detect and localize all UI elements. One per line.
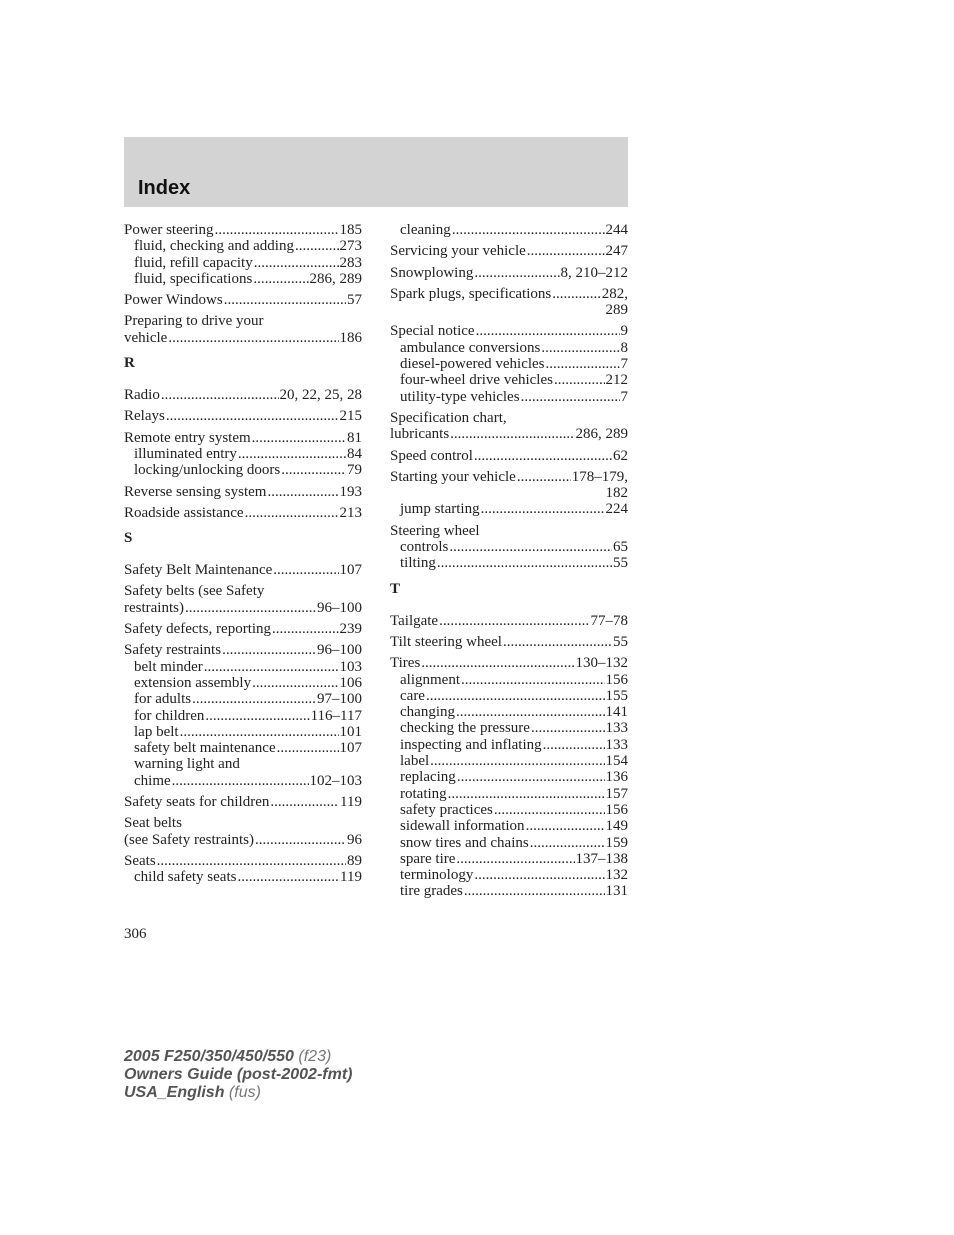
index-page-ref: 159 (605, 834, 628, 851)
index-page-ref: 9 (620, 323, 628, 340)
leader-dots (456, 851, 574, 867)
index-subentry (124, 869, 362, 885)
index-term: Servicing your vehicle (390, 243, 526, 260)
index-page-ref: 20, 22, 25, 28 (279, 387, 362, 404)
footer-model-code: (f23) (298, 1048, 332, 1065)
leader-dots (503, 634, 612, 650)
index-line (124, 292, 362, 308)
index-line (124, 621, 362, 637)
index-subentry (390, 802, 628, 818)
index-term: spare tire (400, 850, 456, 867)
index-column-right (390, 222, 628, 905)
index-subentry (390, 539, 628, 555)
index-subentry (390, 389, 628, 405)
index-page-ref: 57 (347, 292, 362, 309)
index-line (124, 387, 362, 403)
index-term: Radio (124, 387, 160, 404)
index-term: extension assembly (134, 674, 252, 691)
index-term: controls (400, 539, 449, 556)
index-page-ref: 89 (347, 852, 362, 869)
index-term: Steering wheel (390, 522, 480, 539)
leader-dots (457, 769, 605, 785)
index-subentry (390, 867, 628, 883)
index-entry (124, 815, 362, 848)
index-term: lubricants (390, 426, 450, 443)
index-page-ref: 212 (605, 372, 628, 389)
index-page-ref: 154 (605, 753, 628, 770)
leader-dots (273, 562, 338, 578)
index-line (390, 426, 628, 442)
index-entry (390, 286, 628, 319)
index-page-ref: 239 (339, 621, 362, 638)
leader-dots (476, 323, 620, 339)
index-entry (124, 583, 362, 616)
index-term: illuminated entry (134, 445, 237, 462)
index-column-left (124, 222, 362, 891)
index-page-ref: 116–117 (310, 707, 362, 724)
index-page-ref: 55 (613, 633, 628, 650)
index-subentry (124, 446, 362, 462)
leader-dots (238, 446, 346, 462)
index-term: tilting (400, 555, 436, 572)
index-subentry (124, 659, 362, 675)
index-page-ref: 133 (605, 720, 628, 737)
index-subentry (124, 271, 362, 287)
index-page-ref: 136 (605, 769, 628, 786)
index-subentry (124, 740, 362, 756)
section-letter: R (124, 355, 135, 372)
index-term: replacing (400, 769, 456, 786)
index-line (390, 243, 628, 259)
index-subentry (390, 753, 628, 769)
index-entry (124, 313, 362, 346)
leader-dots (430, 753, 604, 769)
index-term: tire grades (400, 883, 463, 900)
index-subentry (124, 756, 362, 772)
index-page-ref: 156 (605, 671, 628, 688)
leader-dots (448, 786, 605, 802)
index-entry (124, 222, 362, 287)
index-subentry (390, 737, 628, 753)
index-term: terminology (400, 867, 474, 884)
index-term: care (400, 687, 425, 704)
index-entry (390, 222, 628, 238)
leader-dots (168, 330, 338, 346)
index-term: Power Windows (124, 292, 223, 309)
index-page-ref: 130–132 (575, 655, 628, 672)
index-term: fluid, checking and adding (134, 238, 294, 255)
index-line (390, 523, 628, 539)
leader-dots (255, 832, 346, 848)
index-page-ref: 156 (605, 801, 628, 818)
index-subentry (390, 501, 628, 517)
leader-dots (185, 600, 316, 616)
index-term: Spark plugs, specifications (390, 285, 552, 302)
index-page-ref-continued: 182 (605, 485, 628, 502)
leader-dots (166, 408, 339, 424)
index-term: for children (134, 707, 205, 724)
index-page-ref: 132 (605, 867, 628, 884)
index-page-ref: 213 (339, 504, 362, 521)
index-page-ref: 102–103 (309, 772, 362, 789)
index-page-ref: 96 (347, 831, 362, 848)
index-line (390, 265, 628, 281)
index-page-ref: 273 (339, 238, 362, 255)
index-subentry (390, 340, 628, 356)
index-page-ref: 79 (347, 462, 362, 479)
index-page-ref: 149 (605, 818, 628, 835)
index-page-ref: 282, (601, 285, 628, 302)
index-term: Reverse sensing system (124, 483, 267, 500)
index-page-ref: 286, 289 (575, 426, 628, 443)
leader-dots (277, 740, 339, 756)
index-line (124, 484, 362, 500)
index-term: Roadside assistance (124, 504, 244, 521)
leader-dots (543, 737, 605, 753)
index-term: ambulance conversions (400, 339, 541, 356)
index-subentry (124, 238, 362, 254)
index-term: alignment (400, 671, 460, 688)
index-page-ref: 131 (605, 883, 628, 900)
index-term: rotating (400, 785, 447, 802)
index-term: restraints) (124, 599, 184, 616)
index-term: Starting your vehicle (390, 468, 516, 485)
index-entry (390, 469, 628, 518)
header-band (124, 137, 628, 207)
index-term: four-wheel drive vehicles (400, 372, 553, 389)
index-page-ref: 8 (620, 339, 628, 356)
index-page-ref: 215 (339, 408, 362, 425)
leader-dots (521, 389, 620, 405)
index-term: utility-type vehicles (400, 388, 520, 405)
leader-dots (552, 286, 601, 302)
index-line (390, 323, 628, 339)
index-page-ref: 107 (339, 740, 362, 757)
leader-dots (270, 794, 339, 810)
index-page-ref: 157 (605, 785, 628, 802)
footer-guide: Owners Guide (post-2002-fmt) (124, 1066, 353, 1083)
index-page-ref: 119 (340, 869, 362, 886)
index-line (124, 583, 362, 599)
index-term: Remote entry system (124, 429, 251, 446)
index-entry (390, 523, 628, 572)
leader-dots (474, 867, 604, 883)
index-page-ref: 155 (605, 687, 628, 704)
index-term: Specification chart, (390, 409, 507, 426)
index-term: Safety seats for children (124, 794, 270, 811)
leader-dots (157, 853, 346, 869)
index-page-ref: 107 (339, 562, 362, 579)
index-term: locking/unlocking doors (134, 462, 281, 479)
index-line (124, 642, 362, 658)
leader-dots (281, 462, 346, 478)
leader-dots (531, 720, 605, 736)
index-page-ref: 186 (339, 329, 362, 346)
index-entry (124, 794, 362, 810)
leader-dots (205, 708, 309, 724)
index-page-ref-continued: 289 (605, 302, 628, 319)
leader-dots (456, 704, 605, 720)
index-page-ref: 81 (347, 429, 362, 446)
index-entry (390, 448, 628, 464)
index-term: Safety belts (see Safety (124, 583, 265, 600)
index-page-ref: 55 (613, 555, 628, 572)
leader-dots (180, 724, 339, 740)
index-line (390, 286, 628, 302)
index-entry (390, 410, 628, 443)
index-entry (124, 505, 362, 521)
leader-dots (461, 672, 605, 688)
index-page-ref: 283 (339, 254, 362, 271)
index-line (390, 410, 628, 426)
index-term: Safety Belt Maintenance (124, 562, 273, 579)
index-subentry (390, 356, 628, 372)
leader-dots (254, 255, 339, 271)
index-line (124, 815, 362, 831)
index-page-ref: 7 (620, 356, 628, 373)
index-term: Relays (124, 408, 165, 425)
index-entry (390, 243, 628, 259)
index-line (390, 613, 628, 629)
index-page-ref: 62 (613, 447, 628, 464)
index-page-ref: 178–179, (571, 468, 628, 485)
footer-language-code: (fus) (228, 1084, 261, 1101)
index-subentry (124, 255, 362, 271)
index-page-ref: 84 (347, 445, 362, 462)
index-term: checking the pressure (400, 720, 530, 737)
index-term: Seat belts (124, 815, 182, 832)
index-term: label (400, 753, 430, 770)
index-page-ref: 185 (339, 222, 362, 238)
index-entry (390, 323, 628, 404)
leader-dots (272, 621, 338, 637)
index-term: belt minder (134, 658, 203, 675)
leader-dots (481, 501, 605, 517)
index-entry (124, 642, 362, 789)
index-line (124, 562, 362, 578)
index-term: Safety restraints (124, 642, 222, 659)
index-term: Power steering (124, 222, 214, 238)
index-entry (390, 655, 628, 899)
index-line (124, 505, 362, 521)
leader-dots (474, 448, 612, 464)
index-line (390, 448, 628, 464)
leader-dots (222, 642, 316, 658)
index-entry (390, 634, 628, 650)
index-term: safety belt maintenance (134, 740, 276, 757)
leader-dots (439, 613, 589, 629)
leader-dots (530, 835, 605, 851)
index-page-ref: 141 (605, 704, 628, 721)
leader-dots (245, 505, 339, 521)
leader-dots (215, 222, 339, 238)
leader-dots (237, 869, 339, 885)
index-term: chime (134, 772, 171, 789)
index-term: Tailgate (390, 612, 439, 629)
footer-document-id (124, 1048, 352, 1102)
leader-dots (204, 659, 339, 675)
index-subentry (390, 720, 628, 736)
index-entry (124, 621, 362, 637)
leader-dots (517, 469, 571, 485)
index-line (390, 655, 628, 671)
index-term: vehicle (124, 329, 168, 346)
leader-dots (474, 265, 559, 281)
index-entry (124, 387, 362, 403)
leader-dots (253, 271, 308, 287)
index-entry (124, 853, 362, 886)
index-subentry (390, 672, 628, 688)
index-entry (124, 562, 362, 578)
index-entry (124, 408, 362, 424)
index-subentry (390, 883, 628, 899)
index-subentry (124, 675, 362, 691)
index-line (124, 408, 362, 424)
index-subentry (124, 773, 362, 789)
index-page-ref: 286, 289 (309, 270, 362, 287)
index-term: Tilt steering wheel (390, 633, 502, 650)
index-page-ref: 97–100 (317, 691, 362, 708)
leader-dots (450, 426, 574, 442)
index-line (124, 600, 362, 616)
index-line (390, 634, 628, 650)
leader-dots (224, 292, 346, 308)
leader-dots (267, 484, 338, 500)
index-entry (124, 484, 362, 500)
index-page-ref: 119 (340, 794, 362, 811)
index-term: (see Safety restraints) (124, 831, 254, 848)
section-letter: S (124, 530, 133, 547)
index-page-ref: 137–138 (575, 850, 628, 867)
index-term: Preparing to drive your (124, 313, 264, 330)
index-page-ref: 65 (613, 539, 628, 556)
index-subentry (124, 708, 362, 724)
leader-dots (494, 802, 605, 818)
index-subentry (390, 851, 628, 867)
index-page-ref: 7 (620, 388, 628, 405)
index-page-ref: 103 (339, 658, 362, 675)
index-subentry (390, 818, 628, 834)
index-page-ref: 77–78 (590, 612, 628, 629)
leader-dots (426, 688, 605, 704)
index-subentry (390, 704, 628, 720)
index-line (124, 430, 362, 446)
index-term: Snowplowing (390, 264, 474, 281)
index-term: safety practices (400, 801, 493, 818)
index-page-ref: 96–100 (317, 599, 362, 616)
leader-dots (421, 655, 574, 671)
index-line (124, 832, 362, 848)
leader-dots (546, 356, 620, 372)
index-term: fluid, refill capacity (134, 254, 253, 271)
leader-dots (172, 773, 309, 789)
index-term: sidewall information (400, 818, 525, 835)
index-term: lap belt (134, 723, 179, 740)
index-term: Safety defects, reporting (124, 621, 272, 638)
index-subentry (390, 835, 628, 851)
leader-dots (464, 883, 605, 899)
index-term: warning light and (134, 756, 240, 773)
index-page-ref: 101 (339, 723, 362, 740)
leader-dots (252, 430, 346, 446)
section-letter: T (390, 580, 401, 597)
footer-language: USA_English (124, 1084, 225, 1101)
index-term: for adults (134, 691, 192, 708)
index-entry (124, 430, 362, 479)
index-term: inspecting and inflating (400, 736, 542, 753)
index-subentry (124, 691, 362, 707)
index-term: Tires (390, 655, 421, 672)
index-line (124, 222, 362, 238)
leader-dots (527, 243, 605, 259)
index-subentry (390, 372, 628, 388)
leader-dots (541, 340, 619, 356)
leader-dots (192, 691, 316, 707)
leader-dots (437, 555, 612, 571)
footer-model: 2005 F250/350/450/550 (124, 1048, 294, 1065)
index-subentry (390, 222, 628, 238)
index-page-ref: 224 (605, 501, 628, 518)
page-title: Index (138, 177, 191, 199)
index-term: child safety seats (134, 869, 237, 886)
index-page-ref: 96–100 (317, 642, 362, 659)
index-subentry (390, 688, 628, 704)
index-subentry (124, 724, 362, 740)
index-page-ref: 8, 210–212 (560, 264, 628, 281)
index-line (124, 853, 362, 869)
index-line (390, 469, 628, 485)
index-term: jump starting (400, 501, 480, 518)
index-page-ref: 247 (605, 243, 628, 260)
index-term: Speed control (390, 447, 473, 464)
index-term: snow tires and chains (400, 834, 529, 851)
index-term: changing (400, 704, 455, 721)
index-subentry (124, 462, 362, 478)
leader-dots (452, 222, 605, 238)
index-subentry (390, 769, 628, 785)
index-page-ref: 133 (605, 736, 628, 753)
index-page-ref: 106 (339, 674, 362, 691)
index-page-ref: 193 (339, 483, 362, 500)
leader-dots (161, 387, 279, 403)
leader-dots (554, 372, 605, 388)
index-term: Seats (124, 852, 156, 869)
index-entry (124, 292, 362, 308)
index-line (124, 313, 362, 329)
index-line (124, 330, 362, 346)
leader-dots (526, 818, 605, 834)
index-term: fluid, specifications (134, 270, 253, 287)
leader-dots (252, 675, 338, 691)
index-subentry (390, 786, 628, 802)
index-term: diesel-powered vehicles (400, 356, 545, 373)
index-entry (390, 265, 628, 281)
index-subentry (390, 555, 628, 571)
index-page-ref: 244 (605, 222, 628, 238)
index-term: cleaning (400, 222, 451, 238)
leader-dots (449, 539, 612, 555)
index-term: Special notice (390, 323, 475, 340)
page-number: 306 (124, 926, 147, 942)
index-line (124, 794, 362, 810)
leader-dots (295, 238, 339, 254)
index-entry (390, 613, 628, 629)
